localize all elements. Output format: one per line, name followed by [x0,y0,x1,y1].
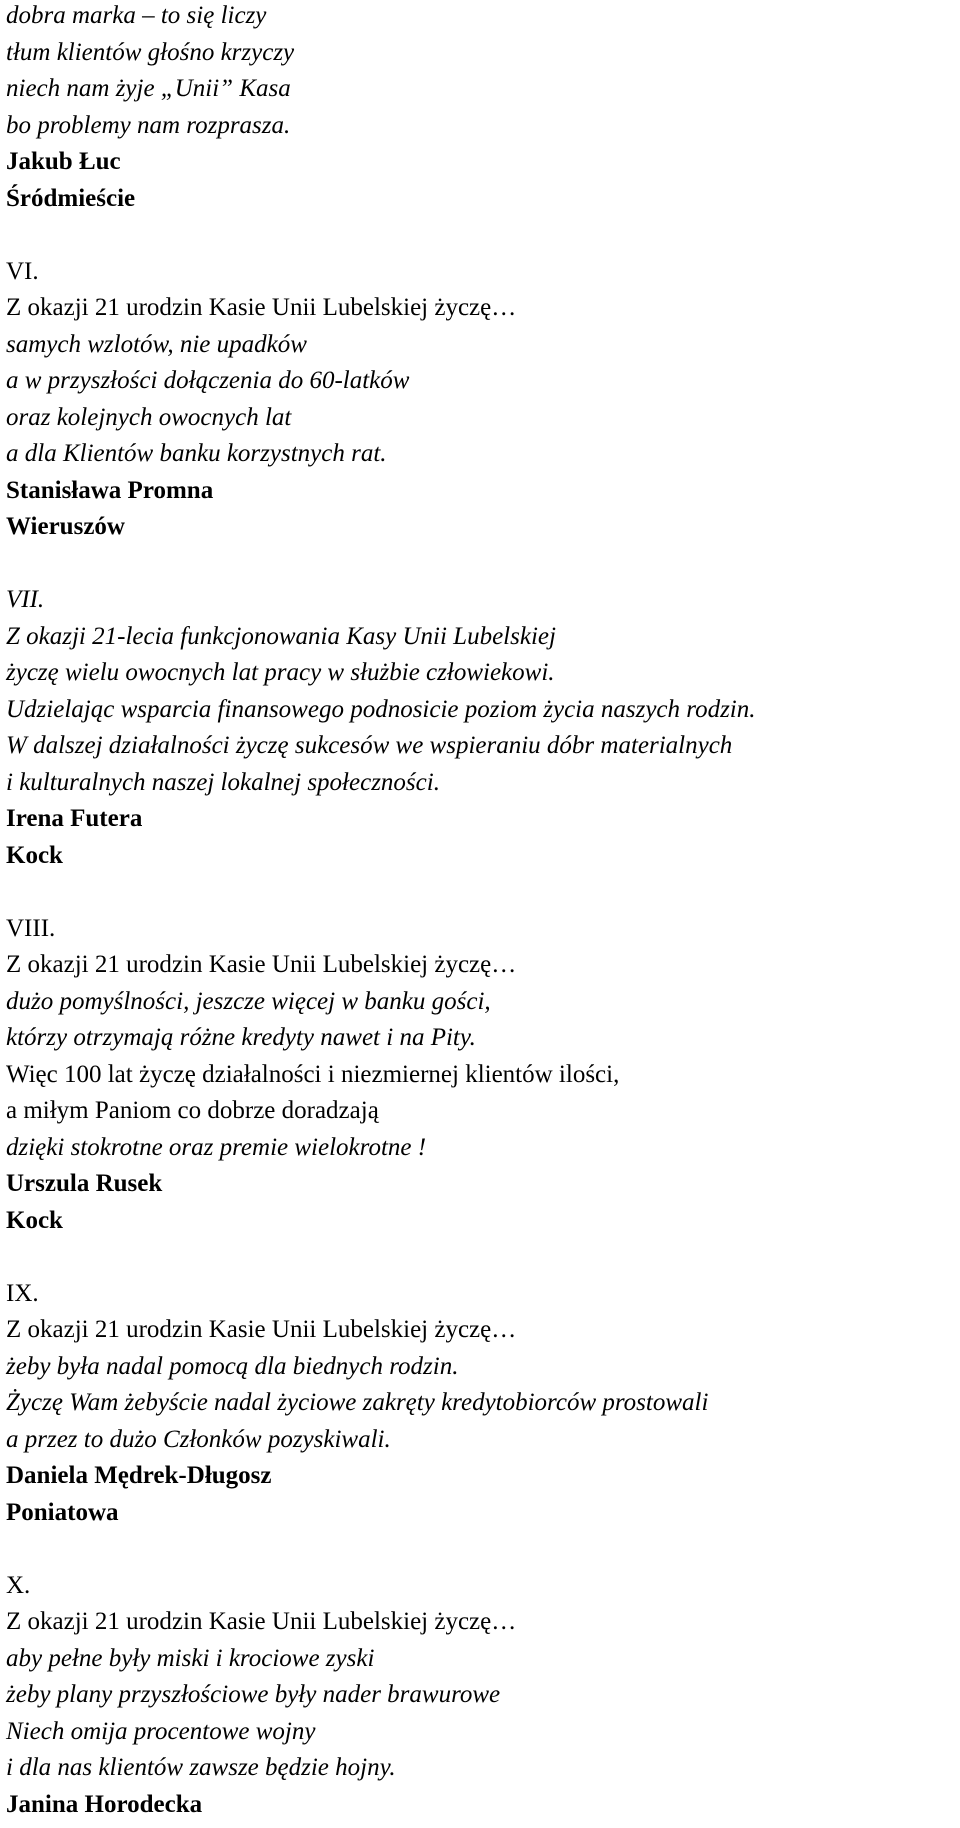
document-page [6,0,956,1823]
section-numeral: IX. [6,1279,39,1307]
section-numeral: X. [6,1571,31,1599]
poem-place: Śródmieście [6,184,136,212]
poem-line: a przez to dużo Członków pozyskiwali. [6,1425,391,1453]
poem-line: oraz kolejnych owocnych lat [6,403,292,431]
poem-author: Daniela Mędrek-Długosz [6,1462,272,1489]
poem-line: Udzielając wsparcia finansowego podnosicie poziom życia naszych rodzin. [6,695,756,723]
section-spacer [6,217,956,254]
poem-author: Urszula Rusek [6,1170,163,1197]
poem-author: Stanisława Promna [6,476,214,504]
poem-line: dobra marka – to się liczy [6,2,267,29]
poem-section-x [6,1568,956,1824]
poem-section-viii [6,911,956,1240]
poem-line: a dla Klientów banku korzystnych rat. [6,440,387,467]
poem-place: Kock [6,841,63,869]
poem-opening: Z okazji 21 urodzin Kasie Unii Lubelskiej życzę… [6,1608,517,1635]
poem-line: Z okazji 21-lecia funkcjonowania Kasy Unii Lubelskiej [6,622,556,650]
poem-author: Jakub Łuc [6,148,121,175]
section-spacer [6,546,956,583]
poem-line: W dalszej działalności życzę sukcesów we wspieraniu dóbr materialnych [6,732,733,759]
poem-line: i dla nas klientów zawsze będzie hojny. [6,1754,396,1781]
poem-line: Więc 100 lat życzę działalności i niezmiernej klientów ilości, [6,1060,620,1088]
poem-line: dużo pomyślności, jeszcze więcej w banku gości, [6,987,491,1015]
poem-place: Kock [6,1206,63,1234]
poem-line: Niech omija procentowe wojny [6,1717,316,1745]
section-numeral: VIII. [6,914,56,942]
poem-line: żeby była nadal pomocą dla biednych rodzin. [6,1352,459,1380]
section-spacer [6,874,956,911]
poem-line: żeby plany przyszłościowe były nader brawurowe [6,1681,501,1708]
poem-section-vi [6,254,956,546]
poem-line: którzy otrzymają różne kredyty nawet i na Pity. [6,1024,476,1051]
poem-place: Wieruszów [6,513,125,540]
poem-line: samych wzlotów, nie upadków [6,330,307,358]
section-spacer [6,1239,956,1276]
poem-line: a miłym Paniom co dobrze doradzają [6,1097,379,1124]
poem-opening: Z okazji 21 urodzin Kasie Unii Lubelskiej życzę… [6,294,517,321]
poem-line: i kulturalnych naszej lokalnej społeczności. [6,768,440,796]
poem-intro [6,0,956,217]
poem-section-vii [6,582,956,874]
poem-line: życzę wielu owocnych lat pracy w służbie człowiekowi. [6,659,555,686]
section-spacer [6,1531,956,1568]
poem-line: Życzę Wam żebyście nadal życiowe zakręty kredytobiorców prostowali [6,1389,709,1416]
poem-opening: Z okazji 21 urodzin Kasie Unii Lubelskiej życzę… [6,1316,517,1343]
section-numeral: VII. [6,586,45,613]
poem-line: dzięki stokrotne oraz premie wielokrotne ! [6,1133,427,1161]
poem-section-ix [6,1276,956,1532]
poem-line: tłum klientów głośno krzyczy [6,38,295,66]
poem-line: niech nam żyje „Unii” Kasa [6,75,291,102]
poem-author: Janina Horodecka [6,1790,203,1818]
section-numeral: VI. [6,257,39,285]
poem-line: aby pełne były miski i krociowe zyski [6,1644,375,1672]
poem-line: bo problemy nam rozprasza. [6,111,291,139]
poem-place: Poniatowa [6,1498,119,1526]
poem-line: a w przyszłości dołączenia do 60-latków [6,367,410,394]
poem-author: Irena Futera [6,805,143,832]
poem-opening: Z okazji 21 urodzin Kasie Unii Lubelskiej życzę… [6,951,517,978]
